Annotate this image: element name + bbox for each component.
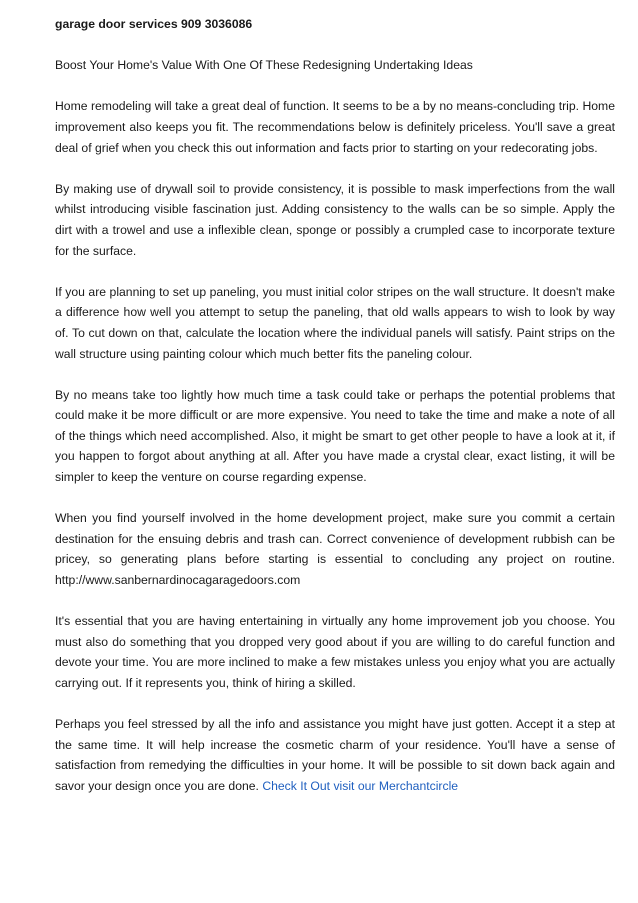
paragraph-1: Home remodeling will take a great deal of function. It seems to be a by no means-concluding trip. Home improvement also keeps you fit. The recommendations below is definitely priceless. You'll save a great deal of grief when you check this out information and facts prior to starting on your redecorating jobs. bbox=[55, 99, 615, 155]
paragraph-7 bbox=[55, 714, 615, 796]
paragraph-5: When you find yourself involved in the home development project, make sure you commit a certain destination for the ensuing debris and trash can. Correct convenience of development rubbish can be pricey, so generating plans before starting is essential to concluding any project on routine. http://www.sanbernardinocagaragedoors.com bbox=[55, 511, 615, 588]
document-title: garage door services 909 3036086 bbox=[55, 17, 253, 31]
paragraph-7-text: Perhaps you feel stressed by all the info and assistance you might have just gotten. Accept it a step at the same time. It will help increase the cosmetic charm of your residence. You'll have a sense of satisfaction from remedying the difficulties in your home. It will be possible to sit down back again and savor your design once you are done. bbox=[55, 717, 615, 793]
document-page bbox=[55, 14, 615, 817]
paragraph-6: It's essential that you are having entertaining in virtually any home improvement job you choose. You must also do something that you dropped very good about if you are willing to do careful function and devote your time. You are more inclined to make a few mistakes unless you enjoy what you are actually carrying out. If it represents you, think of hiring a skilled. bbox=[55, 614, 615, 690]
document-subtitle: Boost Your Home's Value With One Of These Redesigning Undertaking Ideas bbox=[55, 58, 473, 73]
paragraph-4: By no means take too lightly how much time a task could take or perhaps the potential problems that could make it be more difficult or are more expensive. You need to take the time and make a note of all of the things which need accomplished. Also, it might be smart to get other people to have a look at it, if you happen to forgot about anything at all. After you have made a crystal clear, exact listing, it will be simpler to keep the venture on course regarding expense. bbox=[55, 387, 615, 485]
merchantcircle-link[interactable]: Check It Out visit our Merchantcircle bbox=[262, 778, 459, 793]
paragraph-3: If you are planning to set up paneling, you must initial color stripes on the wall structure. It doesn't make a difference how well you attempt to setup the paneling, that old walls appears to wish to look by way of. To cut down on that, calculate the location where the individual panels will satisfy. Paint strips on the wall structure using painting colour which much better fits the paneling colour. bbox=[55, 284, 615, 361]
paragraph-2: By making use of drywall soil to provide consistency, it is possible to mask imperfections from the wall whilst introducing visible fascination just. Adding consistency to the walls can be so simple. Apply the dirt with a trowel and use a inflexible clean, sponge or possibly a crumpled case to incorporate texture for the surface. bbox=[55, 181, 615, 258]
